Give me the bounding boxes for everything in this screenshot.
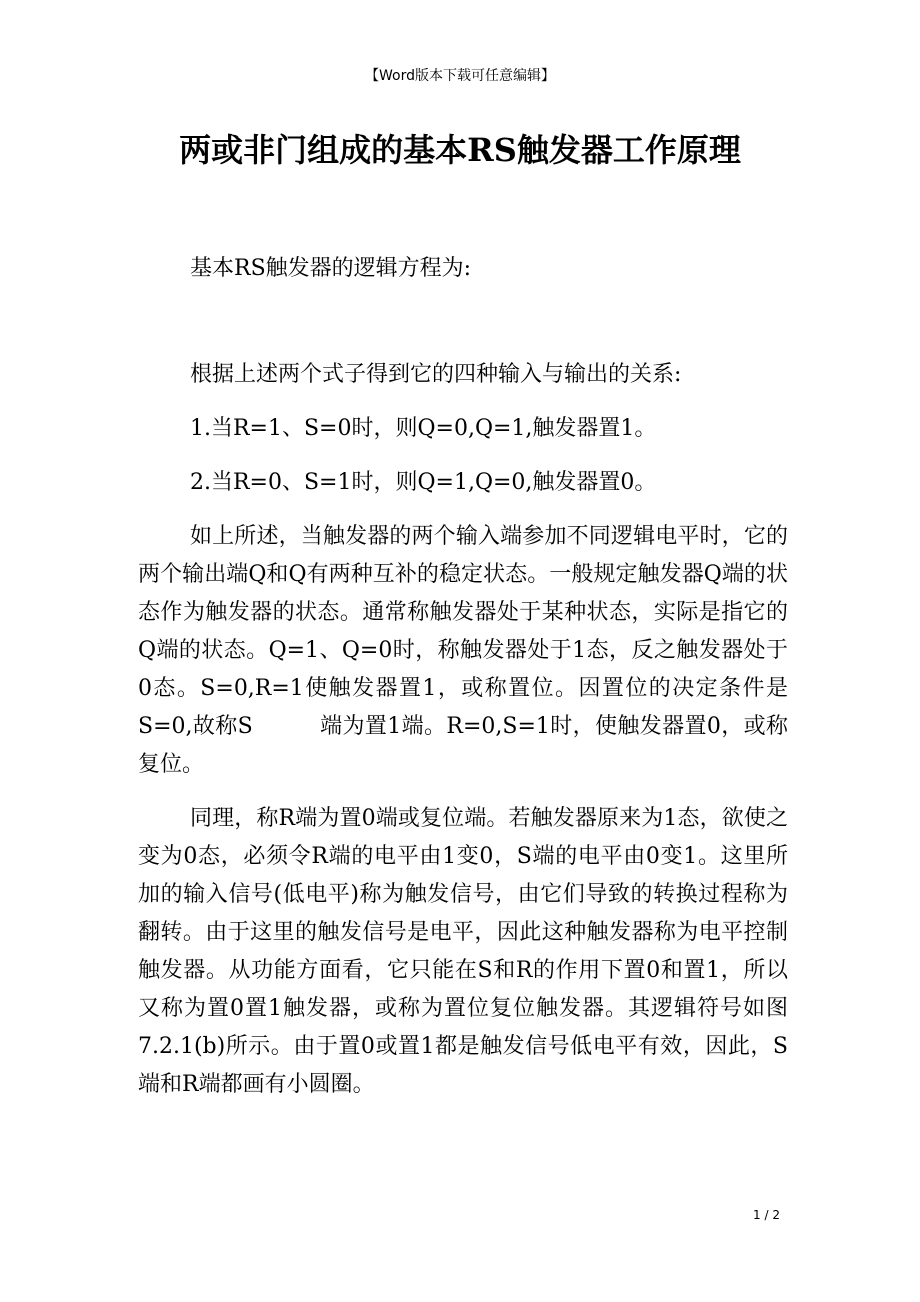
document-title: 两或非门组成的基本RS触发器工作原理 <box>179 131 741 169</box>
paragraph-gap <box>138 784 788 800</box>
paragraph-logic-equation: 基本RS触发器的逻辑方程为: <box>190 256 472 281</box>
download-note: 【Word版本下载可任意编辑】 <box>365 68 555 84</box>
paragraph-relationship-intro: 根据上述两个式子得到它的四种输入与输出的关系: <box>190 362 682 387</box>
paragraph-case-1: 1.当R=1、S=0时，则Q=0,Q=1,触发器置1。 <box>190 416 657 441</box>
paragraph-gap <box>138 502 788 518</box>
document-body <box>138 250 788 1104</box>
paragraph-case-2: 2.当R=0、S=1时，则Q=1,Q=0,触发器置0。 <box>190 470 657 495</box>
paragraph-gap <box>138 448 788 464</box>
paragraph-reset-description: 同理，称R端为置0端或复位端。若触发器原来为1态，欲使之变为0态，必须令R端的电平由1变0，S端的电平由0变1。这里所加的输入信号(低电平)称为触发信号，由它们导致的转换过程称为翻转。由于这里的触发信号是电平，因此这种触发器称为电平控制触发器。从功能方面看，它只能在S和R的作用下置0和置1，所以又称为置0置1触发器，或称为置位复位触发器。其逻辑符号如图7.2.1(b)所示。由于置0或置1都是触发信号低电平有效，因此，S端和R端都画有小圆圈。 <box>138 806 788 1097</box>
paragraph-gap <box>138 394 788 410</box>
page-number: 1 / 2 <box>753 1208 780 1222</box>
equation-gap <box>138 288 788 356</box>
paragraph-state-description: 如上所述，当触发器的两个输入端参加不同逻辑电平时，它的两个输出端Q和Q有两种互补的稳定状态。一般规定触发器Q端的状态作为触发器的状态。通常称触发器处于某种状态，实际是指它的Q端的状态。Q=1、Q=0时，称触发器处于1态，反之触发器处于0态。S=0,R=1使触发器置1，或称置位。因置位的决定条件是S=0,故称S 端为置1端。R=0,S=1时，使触发器置0，或称复位。 <box>138 524 788 777</box>
